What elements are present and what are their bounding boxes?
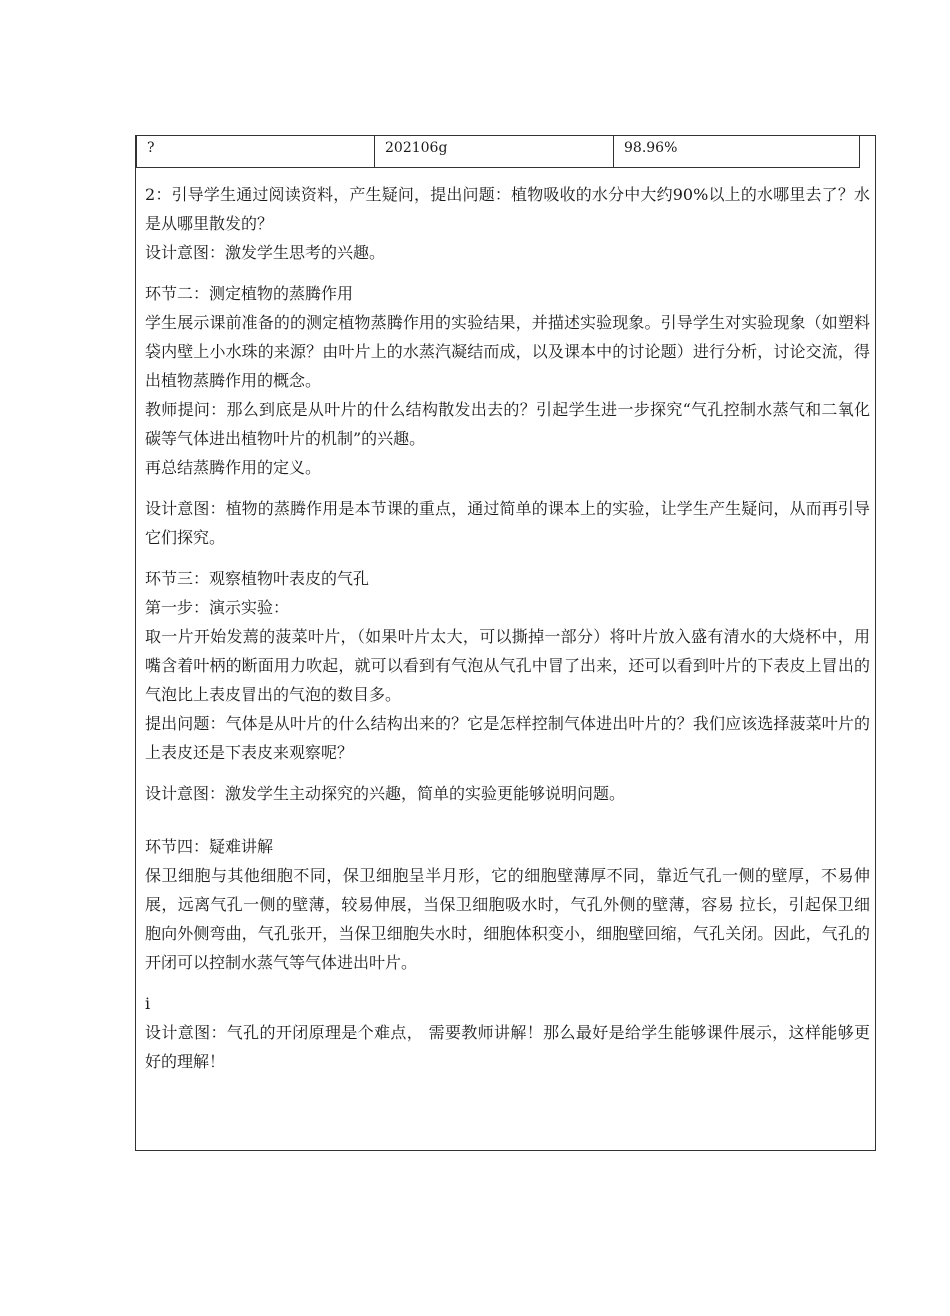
paragraph-design-intent-4: 设计意图：气孔的开闭原理是个难点， 需要教师讲解！那么最好是给学生能够课件展示，这样能够更好的理解！ <box>145 1023 870 1071</box>
paragraph-design-intent-3: 设计意图：激发学生主动探究的兴趣，简单的实验更能够说明问题。 <box>145 784 626 803</box>
paragraph-design-intent-1: 设计意图：激发学生思考的兴趣。 <box>145 243 386 262</box>
heading-section-2: 环节二：测定植物的蒸腾作用 <box>145 284 354 303</box>
paragraph-raise-question: 提出问题：气体是从叶片的什么结构出来的？它是怎样控制气体进出叶片的？我们应该选择菠菜叶片的上表皮还是下表皮来观察呢？ <box>145 714 870 762</box>
heading-section-3: 环节三：观察植物叶表皮的气孔 <box>145 569 370 588</box>
table-cell-percent: 98.96% <box>613 136 859 167</box>
paragraph-teacher-question: 教师提问：那么到底是从叶片的什么结构散发出去的？引起学生进一步探究“气孔控制水蒸气和二氧化碳等气体进出植物叶片的机制”的兴趣。 <box>145 400 870 448</box>
paragraph-design-intent-2: 设计意图：植物的蒸腾作用是本节课的重点，通过简单的课本上的实验，让学生产生疑问，从而再引导它们探究。 <box>145 499 870 547</box>
table-cell-weight: 202106g <box>374 136 613 167</box>
data-table-row <box>136 135 860 168</box>
heading-section-4: 环节四：疑难讲解 <box>145 837 274 856</box>
lesson-content <box>145 180 870 1076</box>
paragraph-step-one: 第一步：演示实验： <box>145 598 290 617</box>
table-cell-plant: ? <box>147 140 155 156</box>
paragraph-question: 2：引导学生通过阅读资料，产生疑问，提出问题：植物吸收的水分中大约90%以上的水哪里去了？水是从哪里散发的？ <box>145 185 870 233</box>
paragraph-demo-experiment: 取一片开始发蔫的菠菜叶片，（如果叶片太大，可以撕掉一部分）将叶片放入盛有清水的大烧杯中，用嘴含着叶柄的断面用力吹起，就可以看到有气泡从气孔中冒了出来，还可以看到叶片的下表皮上冒出的气泡比上表皮冒出的气泡的数目多。 <box>145 627 870 704</box>
paragraph-guard-cells: 保卫细胞与其他细胞不同，保卫细胞呈半月形，它的细胞壁薄厚不同，靠近气孔一侧的壁厚，不易伸展，远离气孔一侧的壁薄，较易伸展，当保卫细胞吸水时，气孔外侧的壁薄，容易 拉长，引起保卫细胞向外侧弯曲，气孔张开，当保卫细胞失水时，细胞体积变小，细胞壁回缩，气孔关闭。因此，气孔的开闭可以控制水蒸气等气体进出叶片。 <box>145 866 870 972</box>
paragraph-stray-mark: i <box>145 994 151 1013</box>
paragraph-summary: 再总结蒸腾作用的定义。 <box>145 458 322 477</box>
paragraph-experiment-results: 学生展示课前准备的的测定植物蒸腾作用的实验结果，并描述实验现象。引导学生对实验现象（如塑料袋内壁上小水珠的来源？由叶片上的水蒸汽凝结而成，以及课本中的讨论题）进行分析，讨论交流，得出植物蒸腾作用的概念。 <box>145 313 870 390</box>
